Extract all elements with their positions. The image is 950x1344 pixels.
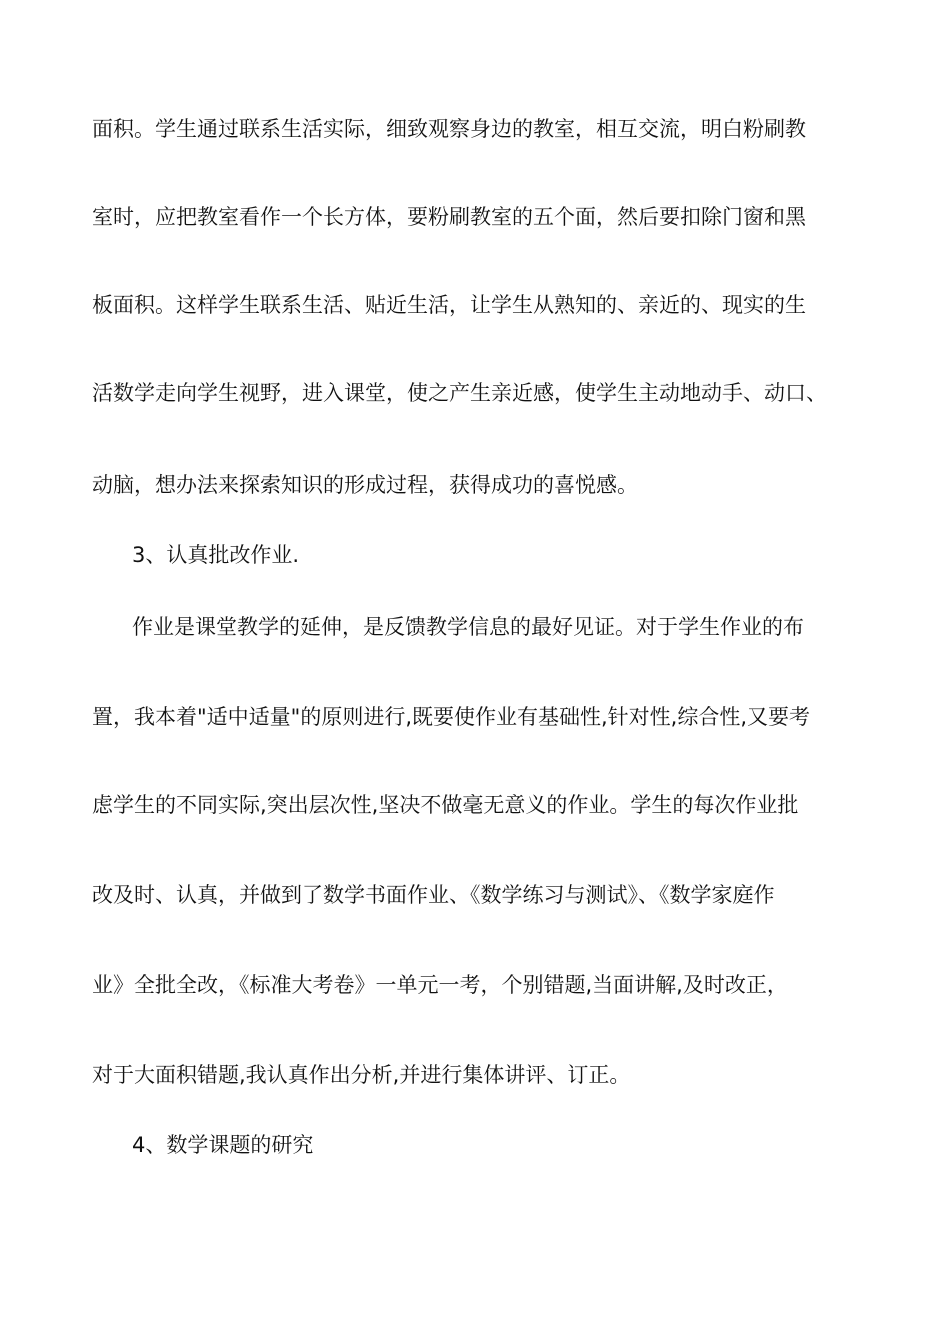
- section-heading: 3、认真批改作业.: [132, 543, 300, 567]
- paragraph-line: 改及时、认真，并做到了数学书面作业、《数学练习与测试》、《数学家庭作: [92, 883, 775, 907]
- paragraph-line: 板面积。这样学生联系生活、贴近生活，让学生从熟知的、亲近的、现实的生: [92, 293, 806, 317]
- paragraph-line: 动脑，想办法来探索知识的形成过程，获得成功的喜悦感。: [92, 473, 638, 497]
- paragraph-line: 室时，应把教室看作一个长方体，要粉刷教室的五个面，然后要扣除门窗和黑: [92, 205, 806, 229]
- paragraph-line: 作业是课堂教学的延伸，是反馈教学信息的最好见证。对于学生作业的布: [132, 615, 804, 639]
- paragraph-line: 置，我本着"适中适量"的原则进行,既要使作业有基础性,针对性,综合性,又要考: [92, 705, 811, 729]
- section-heading: 4、数学课题的研究: [132, 1133, 314, 1157]
- paragraph-line: 业》全批全改，《标准大考卷》一单元一考，个别错题,当面讲解,及时改正，: [92, 973, 788, 997]
- paragraph-line: 面积。学生通过联系生活实际，细致观察身边的教室，相互交流，明白粉刷教: [92, 117, 806, 141]
- paragraph-line: 活数学走向学生视野，进入课堂，使之产生亲近感，使学生主动地动手、动口、: [92, 381, 827, 405]
- paragraph-line: 虑学生的不同实际,突出层次性,坚决不做毫无意义的作业。学生的每次作业批: [92, 793, 799, 817]
- paragraph-line: 对于大面积错题,我认真作出分析,并进行集体讲评、订正。: [92, 1063, 631, 1087]
